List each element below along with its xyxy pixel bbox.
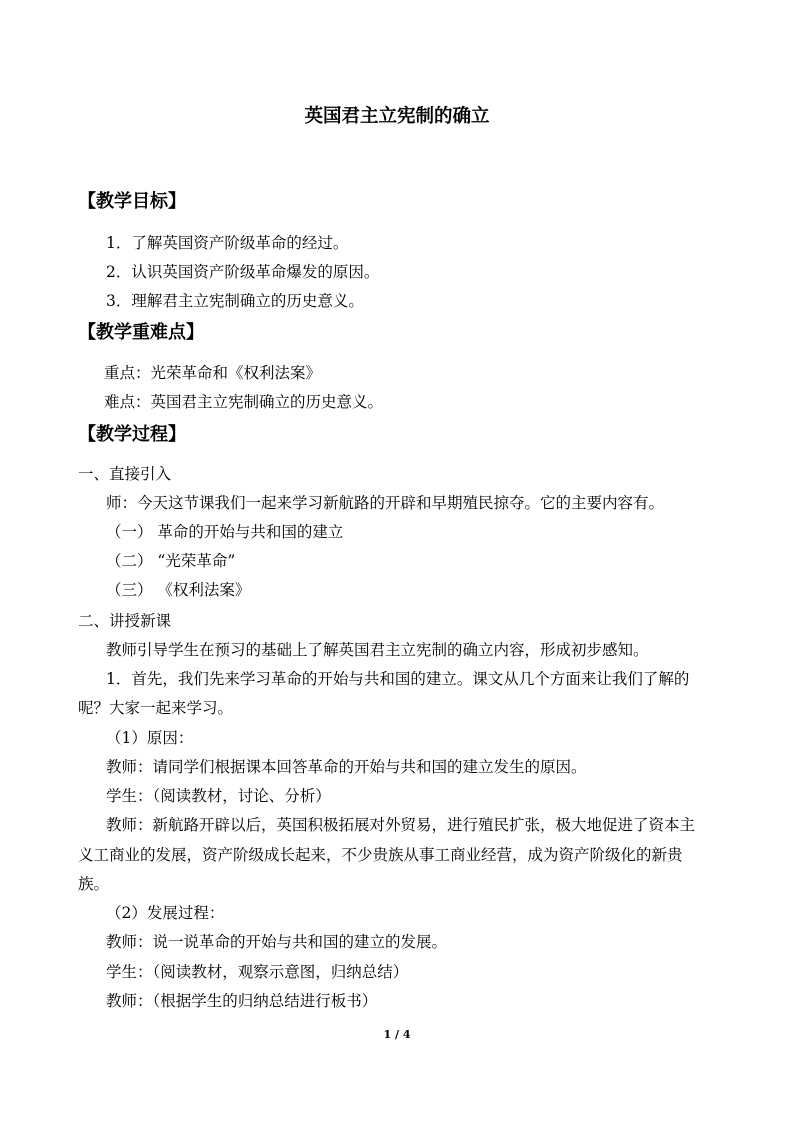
- paragraph: 学生：（阅读教材，讨论、分析）: [106, 787, 331, 805]
- difficult-point: 难点：英国君主立宪制确立的历史意义。: [104, 393, 384, 411]
- subheading: （1）原因：: [106, 729, 194, 747]
- heading-process: 【教学过程】: [78, 424, 186, 445]
- part1-intro: 师：今天这节课我们一起来学习新航路的开辟和早期殖民掠夺。它的主要内容有。: [106, 494, 665, 512]
- paragraph: 族。: [78, 875, 110, 893]
- part1-title: 一、直接引入: [78, 465, 172, 483]
- paragraph: 教师引导学生在预习的基础上了解英国君主立宪制的确立内容，形成初步感知。: [106, 641, 649, 659]
- paragraph: 教师：请同学们根据课本回答革命的开始与共和国的建立发生的原因。: [106, 758, 587, 776]
- paragraph: 教师：说一说革命的开始与共和国的建立的发展。: [106, 933, 448, 951]
- paragraph: 义工商业的发展，资产阶级成长起来，不少贵族从事工商业经营，成为资产阶级化的新贵: [78, 846, 683, 864]
- heading-keypoints: 【教学重难点】: [78, 322, 204, 343]
- goal-item: 2．认识英国资产阶级革命爆发的原因。: [106, 263, 380, 281]
- part1-item: （二） “光荣革命”: [106, 552, 236, 570]
- page-title: 英国君主立宪制的确立: [304, 106, 490, 127]
- goal-item: 1．了解英国资产阶级革命的经过。: [106, 234, 349, 252]
- paragraph: 学生：（阅读教材，观察示意图，归纳总结）: [106, 963, 409, 981]
- key-point: 重点：光荣革命和《权利法案》: [104, 364, 322, 382]
- part1-item: （三） 《权利法案》: [106, 581, 251, 599]
- paragraph: 教师：新航路开辟以后，英国积极拓展对外贸易，进行殖民扩张，极大地促进了资本主: [106, 816, 696, 834]
- goal-item: 3．理解君主立宪制确立的历史意义。: [106, 292, 364, 310]
- paragraph: 呢？大家一起来学习。: [78, 699, 234, 717]
- subheading: （2）发展过程：: [106, 904, 225, 922]
- part2-title: 二、讲授新课: [78, 612, 172, 630]
- paragraph: 教师：（根据学生的归纳总结进行板书）: [106, 992, 378, 1010]
- paragraph: 1．首先，我们先来学习革命的开始与共和国的建立。课文从几个方面来让我们了解的: [106, 670, 690, 688]
- page-number: 1 / 4: [383, 1028, 411, 1041]
- heading-goals: 【教学目标】: [78, 191, 186, 212]
- part1-item: （一） 革命的开始与共和国的建立: [106, 523, 344, 541]
